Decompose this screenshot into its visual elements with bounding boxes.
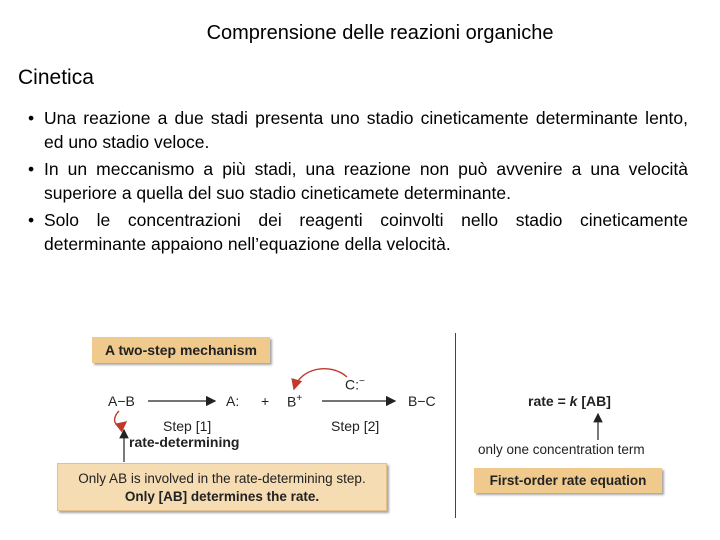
reactant-ab: A−B [108, 393, 135, 409]
first-order-label [474, 468, 662, 493]
step1-label: Step [1] [163, 418, 212, 434]
slide-title: Comprensione delle reazioni organiche [206, 22, 554, 44]
section-heading: Cinetica [18, 66, 94, 89]
figure-divider [455, 333, 456, 518]
nucleophile-symbol: C: [345, 376, 359, 393]
bullet-text: • In un meccanismo a più stadi, una reazione non può avvenire a una velocità superiore a quella del suo stadio cineticamete determinante. [44, 159, 688, 203]
nucleophile-curved-arrow [294, 369, 347, 389]
intermediate-b [287, 393, 302, 410]
rate-note-box [57, 463, 387, 511]
intermediate-b-charge: + [296, 393, 303, 404]
step2-label: Step [2] [331, 418, 380, 434]
rate-note-line1: Only AB is involved in the rate-determining step. [78, 471, 366, 486]
bullet-text: • Solo le concentrazioni dei reagenti coinvolti nello stadio cineticamente determinante appaiono nell’equazione della velocità. [44, 210, 688, 254]
product-bc: B−C [408, 393, 436, 409]
nucleophile-c [345, 376, 365, 393]
mechanism-label-text: A two-step mechanism [105, 342, 257, 358]
intermediate-b-symbol: B [287, 393, 297, 410]
plus-sign: + [261, 393, 270, 409]
rate-eq-prefix: rate = [528, 393, 570, 409]
rate-determining-label: rate-determining [129, 434, 240, 450]
bullet-text: • Una reazione a due stadi presenta uno stadio cineticamente determinante lento, ed uno stadio veloce. [44, 108, 688, 152]
rate-equation [528, 393, 611, 409]
nucleophile-charge: − [359, 376, 365, 387]
rate-eq-suffix: [AB] [577, 393, 611, 409]
bond-break-curved-arrow [115, 411, 126, 425]
rate-note-line2: Only [AB] determines the rate. [124, 489, 320, 504]
concentration-note: only one concentration term [478, 442, 645, 457]
rate-eq-k: k [569, 393, 578, 409]
intermediate-a: A: [226, 393, 240, 409]
first-order-label-text: First-order rate equation [489, 473, 647, 488]
